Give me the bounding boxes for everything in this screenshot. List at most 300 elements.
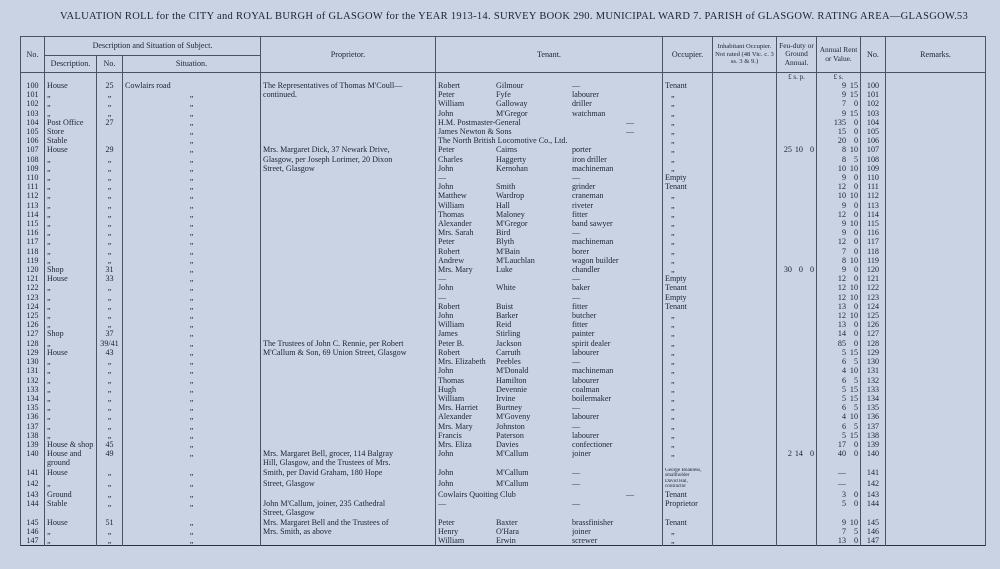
proprietor-cell: Glasgow, per Joseph Lorimer, 20 Dixon bbox=[261, 155, 436, 164]
tenant-cell bbox=[436, 440, 663, 449]
annual-rent-cell bbox=[817, 403, 861, 412]
tenant-forename: John bbox=[438, 311, 454, 321]
row-number: 138 bbox=[21, 431, 45, 440]
tenant-occupation: painter bbox=[572, 329, 595, 339]
tenant-cell bbox=[436, 145, 663, 154]
description-cell: „ bbox=[45, 311, 97, 320]
row-number-right: 107 bbox=[861, 145, 886, 154]
tenant-cell bbox=[436, 348, 663, 357]
feu-duty-cell bbox=[777, 256, 817, 265]
occupier-cell: „ bbox=[663, 99, 713, 108]
feu-duty-cell bbox=[777, 499, 817, 508]
feu-duty-cell bbox=[777, 431, 817, 440]
description-cell: „ bbox=[45, 219, 97, 228]
row-number-right: 126 bbox=[861, 320, 886, 329]
description-cell: „ bbox=[45, 283, 97, 292]
tenant-occupation: — bbox=[572, 274, 581, 284]
inhabitant-occupier-cell bbox=[713, 394, 777, 403]
tenant-surname: Erwin bbox=[496, 535, 516, 545]
situation-cell: „ bbox=[123, 136, 261, 145]
tenant-cell bbox=[436, 508, 663, 517]
row-number-right: 103 bbox=[861, 109, 886, 118]
street-number-cell: „ bbox=[97, 302, 123, 311]
tenant-forename: John bbox=[438, 478, 454, 488]
street-number-cell: „ bbox=[97, 90, 123, 99]
inhabitant-occupier-cell bbox=[713, 145, 777, 154]
row-number-right: 145 bbox=[861, 518, 886, 527]
feu-duty-cell bbox=[777, 536, 817, 546]
annual-rent-cell bbox=[817, 145, 861, 154]
tenant-surname: Maloney bbox=[496, 209, 525, 219]
proprietor-cell: Street, Glasgow bbox=[261, 479, 436, 490]
feu-duty-cell bbox=[777, 247, 817, 256]
tenant-cell bbox=[436, 109, 663, 118]
feu-pounds: 30 bbox=[783, 265, 792, 275]
annual-rent-cell bbox=[817, 490, 861, 499]
rent-pounds: 12 bbox=[837, 283, 846, 293]
proprietor-cell: The Representatives of Thomas M'Coull— bbox=[261, 81, 436, 90]
inhabitant-occupier-cell bbox=[713, 376, 777, 385]
situation-cell: „ bbox=[123, 366, 261, 375]
feu-duty-cell bbox=[777, 376, 817, 385]
tenant-occupation: — bbox=[572, 292, 581, 302]
remarks-cell bbox=[886, 145, 986, 154]
tenant-surname: Johnston bbox=[496, 421, 525, 431]
tenant-forename: — bbox=[438, 292, 447, 302]
tenant-cell bbox=[436, 182, 663, 191]
feu-duty-cell bbox=[777, 394, 817, 403]
rent-shillings: 15 bbox=[849, 393, 858, 403]
row-number: 124 bbox=[21, 302, 45, 311]
table-row bbox=[21, 468, 986, 479]
tenant-occupation: — bbox=[572, 499, 581, 509]
row-number bbox=[21, 458, 45, 467]
occupier-cell: „ bbox=[663, 201, 713, 210]
row-number-right: 109 bbox=[861, 164, 886, 173]
valuation-table bbox=[20, 36, 986, 546]
tenant-forename: John bbox=[438, 108, 454, 118]
rent-pounds: 9 bbox=[841, 108, 846, 118]
tenant-cell bbox=[436, 376, 663, 385]
tenant-cell bbox=[436, 403, 663, 412]
annual-rent-cell bbox=[817, 201, 861, 210]
tenant-forename: William bbox=[438, 99, 465, 109]
rent-shillings: 0 bbox=[853, 200, 858, 210]
tenant-cell bbox=[436, 173, 663, 182]
situation-cell: „ bbox=[123, 109, 261, 118]
tenant-occupation: porter bbox=[572, 145, 592, 155]
col-situation: Situation. bbox=[123, 56, 261, 73]
situation-cell: „ bbox=[123, 357, 261, 366]
inhabitant-occupier-cell bbox=[713, 357, 777, 366]
street-number-cell: „ bbox=[97, 527, 123, 536]
street-number-cell: „ bbox=[97, 366, 123, 375]
tenant-surname: M'Donald bbox=[496, 366, 529, 376]
street-number-cell: „ bbox=[97, 403, 123, 412]
occupier-cell: „ bbox=[663, 357, 713, 366]
rent-pounds: 12 bbox=[837, 209, 846, 219]
situation-cell: „ bbox=[123, 237, 261, 246]
inhabitant-occupier-cell bbox=[713, 329, 777, 338]
rent-shillings: 5 bbox=[853, 375, 858, 385]
table-row bbox=[21, 440, 986, 449]
tenant-occupation: labourer bbox=[572, 430, 599, 440]
situation-cell bbox=[123, 458, 261, 467]
annual-rent-cell bbox=[817, 440, 861, 449]
description-cell: „ bbox=[45, 247, 97, 256]
street-number-cell: „ bbox=[97, 191, 123, 200]
tenant-surname: M'Callum bbox=[496, 478, 529, 488]
table-row bbox=[21, 164, 986, 173]
table-row bbox=[21, 339, 986, 348]
rent-shillings: 0 bbox=[853, 338, 858, 348]
description-cell: „ bbox=[45, 479, 97, 490]
tenant-forename: Charles bbox=[438, 154, 463, 164]
inhabitant-occupier-cell bbox=[713, 219, 777, 228]
rent-pounds: 13 bbox=[837, 301, 846, 311]
tenant-cell bbox=[436, 357, 663, 366]
tenant-surname: Luke bbox=[496, 265, 513, 275]
rent-shillings: 15 bbox=[849, 384, 858, 394]
street-number-cell: „ bbox=[97, 99, 123, 108]
rent-shillings: 0 bbox=[853, 117, 858, 127]
tenant-surname: M'Callum bbox=[496, 449, 529, 459]
street-number-cell: „ bbox=[97, 173, 123, 182]
occupier-cell bbox=[663, 508, 713, 517]
row-number-right: 131 bbox=[861, 366, 886, 375]
occupier-cell: „ bbox=[663, 403, 713, 412]
street-number-cell: „ bbox=[97, 228, 123, 237]
row-number: 117 bbox=[21, 237, 45, 246]
remarks-cell bbox=[886, 210, 986, 219]
row-number: 126 bbox=[21, 320, 45, 329]
rent-shillings: 0 bbox=[853, 136, 858, 146]
proprietor-cell bbox=[261, 422, 436, 431]
table-row bbox=[21, 527, 986, 536]
occupier-cell: Tenant bbox=[663, 302, 713, 311]
row-number: 132 bbox=[21, 376, 45, 385]
tenant-forename: John bbox=[438, 449, 454, 459]
rent-shillings: 10 bbox=[849, 255, 858, 265]
inhabitant-occupier-cell bbox=[713, 210, 777, 219]
table-row bbox=[21, 109, 986, 118]
inhabitant-occupier-cell bbox=[713, 508, 777, 517]
tenant-forename: Robert bbox=[438, 81, 461, 90]
row-number: 131 bbox=[21, 366, 45, 375]
proprietor-cell: Mrs. Margaret Bell and the Trustees of bbox=[261, 518, 436, 527]
tenant-cell bbox=[436, 394, 663, 403]
situation-cell: „ bbox=[123, 182, 261, 191]
remarks-cell bbox=[886, 127, 986, 136]
inhabitant-occupier-cell bbox=[713, 283, 777, 292]
situation-cell: „ bbox=[123, 173, 261, 182]
rent-shillings: 0 bbox=[853, 209, 858, 219]
tenant-cell bbox=[436, 136, 663, 145]
inhabitant-occupier-cell bbox=[713, 118, 777, 127]
rent-shillings: 0 bbox=[853, 329, 858, 339]
remarks-cell bbox=[886, 81, 986, 90]
col-no-right: No. bbox=[861, 37, 886, 73]
annual-rent-cell bbox=[817, 536, 861, 546]
tenant-cell bbox=[436, 247, 663, 256]
remarks-cell bbox=[886, 357, 986, 366]
table-row bbox=[21, 385, 986, 394]
proprietor-cell bbox=[261, 99, 436, 108]
annual-rent-cell bbox=[817, 283, 861, 292]
tenant-cell bbox=[436, 283, 663, 292]
description-cell: „ bbox=[45, 210, 97, 219]
occupier-cell bbox=[663, 479, 713, 490]
description-cell: Shop bbox=[45, 329, 97, 338]
tenant-occupation: wagon builder bbox=[572, 255, 619, 265]
row-number: 128 bbox=[21, 339, 45, 348]
remarks-cell bbox=[886, 265, 986, 274]
rent-pounds: 10 bbox=[837, 191, 846, 201]
row-number-right: 104 bbox=[861, 118, 886, 127]
street-number-cell: „ bbox=[97, 376, 123, 385]
occupier-cell: „ bbox=[663, 265, 713, 274]
feu-pence: 0 bbox=[809, 449, 814, 459]
tenant-forename: Matthew bbox=[438, 191, 467, 201]
remarks-cell bbox=[886, 237, 986, 246]
proprietor-cell bbox=[261, 201, 436, 210]
row-number-right: 136 bbox=[861, 412, 886, 421]
occupier-cell: Empty bbox=[663, 293, 713, 302]
description-cell: „ bbox=[45, 256, 97, 265]
street-number-cell: „ bbox=[97, 431, 123, 440]
tenant-occupation: grinder bbox=[572, 182, 596, 192]
tenant-forename: Mrs. Mary bbox=[438, 265, 473, 275]
description-cell: „ bbox=[45, 293, 97, 302]
proprietor-cell: The Trustees of John C. Rennie, per Robert bbox=[261, 339, 436, 348]
rent-pounds: 9 bbox=[841, 517, 846, 527]
proprietor-cell: Mrs. Smith, as above bbox=[261, 527, 436, 536]
annual-rent-cell bbox=[817, 191, 861, 200]
inhabitant-occupier-cell bbox=[713, 499, 777, 508]
rent-pounds: 7 bbox=[841, 246, 846, 256]
occupier-cell: Tenant bbox=[663, 283, 713, 292]
row-number-right: 138 bbox=[861, 431, 886, 440]
tenant-forename: William bbox=[438, 200, 465, 210]
tenant-occupation: — bbox=[572, 357, 581, 367]
inhabitant-occupier-cell bbox=[713, 302, 777, 311]
annual-rent-cell bbox=[817, 247, 861, 256]
description-cell: Ground bbox=[45, 490, 97, 499]
occupier-cell: Empty bbox=[663, 274, 713, 283]
row-number-right: 114 bbox=[861, 210, 886, 219]
description-cell: „ bbox=[45, 536, 97, 546]
tenant-forename: — bbox=[438, 274, 447, 284]
rent-shillings: 5 bbox=[853, 403, 858, 413]
remarks-cell bbox=[886, 90, 986, 99]
tenant-cell bbox=[436, 449, 663, 458]
tenant-cell bbox=[436, 458, 663, 467]
row-number-right: 120 bbox=[861, 265, 886, 274]
situation-cell: „ bbox=[123, 536, 261, 546]
tenant-surname: Barker bbox=[496, 311, 519, 321]
proprietor-cell bbox=[261, 219, 436, 228]
table-row bbox=[21, 302, 986, 311]
tenant-cell bbox=[436, 490, 663, 499]
tenant-cell bbox=[436, 366, 663, 375]
feu-duty-cell bbox=[777, 219, 817, 228]
remarks-cell bbox=[886, 422, 986, 431]
inhabitant-occupier-cell bbox=[713, 403, 777, 412]
rent-pounds: 9 bbox=[841, 200, 846, 210]
inhabitant-occupier-cell bbox=[713, 468, 777, 479]
row-number: 129 bbox=[21, 348, 45, 357]
proprietor-cell bbox=[261, 256, 436, 265]
description-cell: ground bbox=[45, 458, 97, 467]
tenant-name: The North British Locomotive Co., Ltd. bbox=[438, 136, 568, 146]
description-cell: „ bbox=[45, 109, 97, 118]
feu-duty-cell bbox=[777, 518, 817, 527]
situation-cell: „ bbox=[123, 422, 261, 431]
col-proprietor: Proprietor. bbox=[261, 37, 436, 73]
situation-cell: „ bbox=[123, 348, 261, 357]
street-number-cell: „ bbox=[97, 394, 123, 403]
row-number-right: 141 bbox=[861, 468, 886, 479]
tenant-occupation: labourer bbox=[572, 347, 599, 357]
rent-pounds: 6 bbox=[841, 421, 846, 431]
street-number-cell: „ bbox=[97, 385, 123, 394]
annual-rent-cell bbox=[817, 237, 861, 246]
inhabitant-occupier-cell bbox=[713, 90, 777, 99]
proprietor-cell bbox=[261, 191, 436, 200]
situation-cell: „ bbox=[123, 385, 261, 394]
tenant-surname: Reid bbox=[496, 320, 512, 330]
tenant-surname: Gilmour bbox=[496, 81, 524, 90]
rent-pounds: 14 bbox=[837, 329, 846, 339]
remarks-cell bbox=[886, 247, 986, 256]
tenant-cell bbox=[436, 210, 663, 219]
annual-rent-cell bbox=[817, 468, 861, 479]
occupier-cell: „ bbox=[663, 256, 713, 265]
tenant-surname: O'Hara bbox=[496, 526, 520, 536]
remarks-cell bbox=[886, 479, 986, 490]
tenant-forename: Peter B. bbox=[438, 338, 465, 348]
row-number-right: 143 bbox=[861, 490, 886, 499]
situation-cell: „ bbox=[123, 228, 261, 237]
feu-duty-cell bbox=[777, 164, 817, 173]
row-number: 141 bbox=[21, 468, 45, 479]
tenant-surname: Kernohan bbox=[496, 163, 528, 173]
street-number-cell: „ bbox=[97, 201, 123, 210]
annual-rent-cell bbox=[817, 136, 861, 145]
inhabitant-occupier-cell bbox=[713, 237, 777, 246]
remarks-cell bbox=[886, 468, 986, 479]
proprietor-cell bbox=[261, 357, 436, 366]
table-row bbox=[21, 431, 986, 440]
row-number-right: 110 bbox=[861, 173, 886, 182]
remarks-cell bbox=[886, 412, 986, 421]
description-cell bbox=[45, 508, 97, 517]
page-header bbox=[0, 11, 1000, 25]
tenant-forename: Peter bbox=[438, 517, 455, 527]
remarks-cell bbox=[886, 99, 986, 108]
table-row bbox=[21, 81, 986, 90]
rent-shillings: 0 bbox=[853, 265, 858, 275]
tenant-cell bbox=[436, 81, 663, 90]
situation-cell bbox=[123, 508, 261, 517]
annual-rent-cell bbox=[817, 155, 861, 164]
tenant-cell bbox=[436, 527, 663, 536]
rent-pounds: 9 bbox=[841, 228, 846, 238]
rent-pounds: 8 bbox=[841, 154, 846, 164]
rent-pounds: 40 bbox=[837, 449, 846, 459]
annual-rent-cell bbox=[817, 302, 861, 311]
table-row bbox=[21, 348, 986, 357]
row-number-right: 112 bbox=[861, 191, 886, 200]
description-cell: „ bbox=[45, 394, 97, 403]
proprietor-cell: continued. bbox=[261, 90, 436, 99]
inhabitant-occupier-cell bbox=[713, 173, 777, 182]
feu-duty-cell bbox=[777, 155, 817, 164]
row-number-right: 133 bbox=[861, 385, 886, 394]
proprietor-cell bbox=[261, 247, 436, 256]
street-number-cell bbox=[97, 136, 123, 145]
tenant-occupation: joiner bbox=[572, 526, 591, 536]
rent-shillings: 0 bbox=[853, 173, 858, 183]
feu-duty-cell bbox=[777, 302, 817, 311]
feu-pounds: 25 bbox=[783, 145, 792, 155]
row-number-right: 144 bbox=[861, 499, 886, 508]
rent-shillings: 15 bbox=[849, 81, 858, 90]
tenant-occupation: labourer bbox=[572, 375, 599, 385]
feu-duty-cell bbox=[777, 210, 817, 219]
proprietor-cell bbox=[261, 136, 436, 145]
rent-pounds: 9 bbox=[841, 219, 846, 229]
inhabitant-occupier-cell bbox=[713, 247, 777, 256]
annual-rent-cell bbox=[817, 348, 861, 357]
situation-cell: „ bbox=[123, 376, 261, 385]
description-cell: „ bbox=[45, 237, 97, 246]
occupier-cell: Tenant bbox=[663, 182, 713, 191]
tenant-surname: M'Bain bbox=[496, 246, 520, 256]
annual-rent-cell bbox=[817, 518, 861, 527]
tenant-forename: William bbox=[438, 393, 465, 403]
tenant-forename: — bbox=[438, 499, 447, 509]
annual-rent-cell bbox=[817, 458, 861, 467]
tenant-forename: Robert bbox=[438, 347, 461, 357]
rent-pounds: 7 bbox=[841, 99, 846, 109]
situation-cell: „ bbox=[123, 479, 261, 490]
rent-pounds: 8 bbox=[841, 255, 846, 265]
row-number: 127 bbox=[21, 329, 45, 338]
tenant-forename: Robert bbox=[438, 301, 461, 311]
feu-duty-cell bbox=[777, 237, 817, 246]
occupier-cell: „ bbox=[663, 348, 713, 357]
remarks-cell bbox=[886, 256, 986, 265]
annual-rent-cell bbox=[817, 164, 861, 173]
row-number-right: 128 bbox=[861, 339, 886, 348]
proprietor-cell bbox=[261, 320, 436, 329]
occupier-cell: „ bbox=[663, 394, 713, 403]
table-row bbox=[21, 191, 986, 200]
tenant-occupation: riveter bbox=[572, 200, 594, 210]
tenant-occupation: boilermaker bbox=[572, 393, 612, 403]
rent-pounds: 4 bbox=[841, 366, 846, 376]
situation-cell: „ bbox=[123, 247, 261, 256]
rent-pounds: 7 bbox=[841, 526, 846, 536]
inhabitant-occupier-cell bbox=[713, 191, 777, 200]
tenant-cell bbox=[436, 293, 663, 302]
proprietor-cell bbox=[261, 109, 436, 118]
inhabitant-occupier-cell bbox=[713, 256, 777, 265]
table-row bbox=[21, 90, 986, 99]
feu-duty-cell bbox=[777, 109, 817, 118]
inhabitant-occupier-cell bbox=[713, 490, 777, 499]
